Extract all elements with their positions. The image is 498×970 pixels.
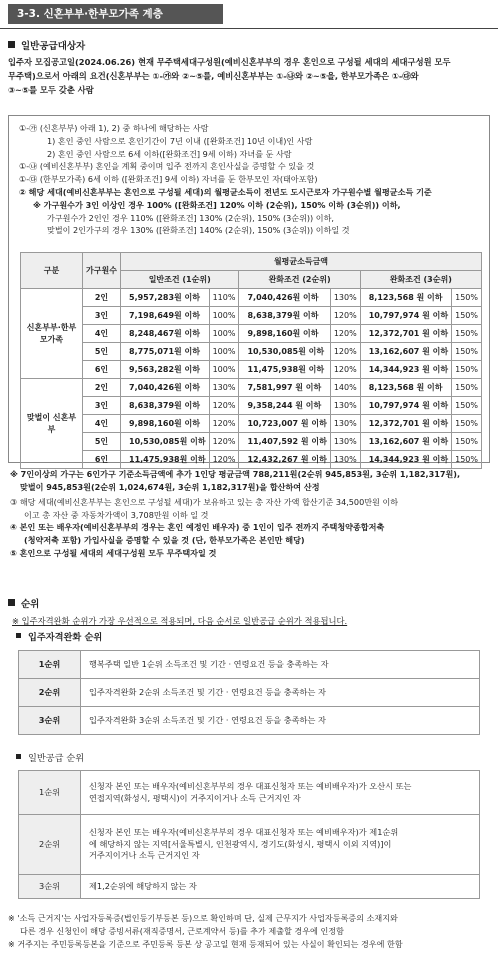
col-header-relax3: 완화조건 (3순위) [360,271,481,289]
rank-label: 3순위 [19,875,81,899]
income-group-newlyweds [21,289,482,379]
income-table-row [21,289,482,307]
rank-desc: 입주자격완화 3순위 소득조건 및 기간 · 연령요건 등을 충족하는 자 [81,707,480,735]
income-table-row [21,361,482,379]
footnotes [8,912,490,951]
household-size-cell: 3인 [83,397,121,415]
note-line: ③ 해당 세대(예비신혼부부는 혼인으로 구성될 세대)가 보유하고 있는 총 자산 가액 합산기준 34,500만원 이하 [10,497,399,508]
relax-rank-heading [16,631,102,644]
req-line: ①-㉰ (한부모가족) 6세 이하 ([완화조건] 9세 이하) 자녀를 둔 한부모인 자(태아포함) [19,174,318,185]
relax2-amount-cell: 10,530,085원 이하 [239,343,330,361]
square-bullet-icon [16,633,21,638]
household-size-cell: 5인 [83,433,121,451]
rank-desc [81,771,480,815]
group-label: 맞벌이 신혼부부 [21,379,83,469]
relax3-percent-cell: 150% [452,397,482,415]
general-amount-cell: 9,898,160원 이하 [121,415,210,433]
income-table-row [21,451,482,469]
relax2-amount-cell: 11,475,938원 이하 [239,361,330,379]
general-percent-cell: 100% [209,343,239,361]
note-line: ⑤ 혼인으로 구성될 세대의 세대구성원 모두 무주택자일 것 [10,547,217,558]
req-line: 맞벌이 2인가구의 경우 130% ([완화조건] 140% (2순위), 150% (3순위)) 이하일 것 [47,225,350,236]
relax2-amount-cell: 7,581,997 원 이하 [239,379,330,397]
household-size-cell: 3인 [83,307,121,325]
relax2-amount-cell: 7,040,426원 이하 [239,289,330,307]
relax3-percent-cell: 150% [452,361,482,379]
general-rank-heading-text: 일반공급 순위 [28,753,85,764]
general-percent-cell: 100% [209,307,239,325]
relax2-percent-cell: 120% [330,343,360,361]
relax3-amount-cell: 12,372,701 원 이하 [360,415,451,433]
relax2-amount-cell: 9,358,244 원 이하 [239,397,330,415]
note-line: ※ 7인이상의 가구는 6인가구 기준소득금액에 추가 1인당 평균금액 788,211원(2순위 945,853원, 3순위 1,182,317원), [10,469,461,479]
household-size-cell: 6인 [83,451,121,469]
rank-label: 2순위 [19,815,81,875]
rank-note: ※ 입주자격완화 순위가 가장 우선적으로 적용되며, 다음 순서로 일반공급 순위가 적용됩니다. [12,616,348,626]
general-percent-cell: 120% [209,415,239,433]
relax2-percent-cell: 130% [330,397,360,415]
col-header-group: 구분 [21,253,83,289]
general-amount-cell: 8,248,467원 이하 [121,325,210,343]
relax-rank-table [18,650,480,735]
note-line: ④ 본인 또는 배우자(예비신혼부부의 경우는 혼인 예정인 배우자) 중 1인이 입주 전까지 주택청약종합저축 [10,522,385,533]
note-line: (청약저축 포함) 가입사실을 증명할 수 있을 것 (단, 한부모가족은 본인만 해당) [24,534,305,545]
req-line: ①-㉯ (예비신혼부부) 혼인을 계획 중이며 입주 전까지 혼인사실을 증명할 수 있을 것 [19,161,315,172]
relax2-percent-cell: 120% [330,361,360,379]
col-header-relax2: 완화조건 (2순위) [239,271,360,289]
relax2-amount-cell: 9,898,160원 이하 [239,325,330,343]
footnote-line: ※ 거주지는 주민등록등본을 기준으로 주민등록 등본 상 공고일 현재 등재되어 있는 사실이 확인되는 경우에 한함 [8,939,403,949]
income-table-row [21,397,482,415]
note-line: 맞벌이 945,853원(2순위 1,024,674원, 3순위 1,182,317원)을 합산하여 산정 [20,481,320,492]
page-title: 3-3. 신혼부부·한부모가족 계층 [8,4,223,24]
relax3-amount-cell: 10,797,974 원 이하 [360,307,451,325]
relax2-percent-cell: 120% [330,307,360,325]
req-line: 1) 혼인 중인 사람으로 혼인기간이 7년 이내 ([완화조건] 10년 이내)인 사람 [47,135,313,146]
note-line: 이고 총 자산 중 자동차가액이 3,708만원 이하 일 것 [24,509,209,520]
income-table-row [21,415,482,433]
square-bullet-icon [8,41,15,48]
relax3-amount-cell: 8,123,568 원 이하 [360,379,451,397]
relax2-percent-cell: 130% [330,433,360,451]
income-table-row [21,379,482,397]
general-percent-cell: 120% [209,451,239,469]
relax2-percent-cell: 140% [330,379,360,397]
relax2-percent-cell: 120% [330,325,360,343]
income-table [20,252,482,469]
relax2-percent-cell: 130% [330,451,360,469]
footnote-line: ※ '소득 근거지'는 사업자등록증(법인등기부등본 등)으로 확인하며 단, 실제 근무지가 사업자등록증의 소재지와 [8,913,398,923]
section-heading-text: 일반공급대상자 [21,41,86,52]
income-group-dual-income [21,379,482,469]
rank-desc: 제1,2순위에 해당하지 않는 자 [81,875,480,899]
relax3-percent-cell: 150% [452,415,482,433]
relax2-amount-cell: 8,638,379원 이하 [239,307,330,325]
square-bullet-icon [8,599,15,606]
rank-desc-line: 에 해당하지 않는 지역[서울특별시, 인천광역시, 경기도(화성시, 평택시 이외 지역)]이 [89,838,392,849]
rank-desc-line: 거주지이거나 소득 근거지인 자 [89,850,200,861]
intro-paragraph [8,55,490,97]
general-amount-cell: 8,638,379원 이하 [121,397,210,415]
household-size-cell: 6인 [83,361,121,379]
req-line: ①-㉮ (신혼부부) 아래 1), 2) 중 하나에 해당하는 사람 [19,123,209,133]
footnote-line: 다른 경우 신청인이 해당 증빙서류(재직증명서, 근로계약서 등)를 추가 제출할 경우에 인정함 [20,926,344,936]
general-amount-cell: 7,040,426원 이하 [121,379,210,397]
household-size-cell: 5인 [83,343,121,361]
rank-label: 1순위 [19,651,81,679]
relax3-percent-cell: 150% [452,289,482,307]
rank-desc-line: 연접지역(화성시, 평택시)이 거주지이거나 소득 근거지인 자 [89,792,301,803]
relax2-amount-cell: 11,407,592 원 이하 [239,433,330,451]
general-rank-table [18,770,480,899]
req-line: 가구원수가 2인인 경우 110% ([완화조건] 130% (2순위), 150% (3순위)) 이하, [47,212,334,223]
general-percent-cell: 130% [209,379,239,397]
household-size-cell: 2인 [83,289,121,307]
rank-label: 3순위 [19,707,81,735]
general-percent-cell: 100% [209,325,239,343]
req-line: ※ 가구원수가 3인 이상인 경우 100% ([완화조건] 120% 이하 (2순위), 150% 이하 (3순위)) 이하, [33,199,401,210]
household-size-cell: 2인 [83,379,121,397]
general-amount-cell: 10,530,085원 이하 [121,433,210,451]
rank-desc-line: 신청자 본인 또는 배우자(예비신혼부부의 경우 대표신청자 또는 예비배우자)가 제1순위 [89,826,399,837]
rank-label: 2순위 [19,679,81,707]
rank-desc [81,815,480,875]
income-table-row [21,325,482,343]
rank-label: 1순위 [19,771,81,815]
section-heading-rank [8,598,39,612]
relax-rank-heading-text: 입주자격완화 순위 [28,632,103,643]
relax3-amount-cell: 14,344,923 원 이하 [360,451,451,469]
income-table-row [21,343,482,361]
square-bullet-icon [16,754,21,759]
relax3-amount-cell: 13,162,607 원 이하 [360,343,451,361]
general-percent-cell: 120% [209,433,239,451]
relax3-percent-cell: 150% [452,325,482,343]
general-percent-cell: 100% [209,361,239,379]
col-header-size: 가구원수 [83,253,121,289]
general-rank-heading [16,752,84,765]
col-header-general: 일반조건 (1순위) [121,271,239,289]
section-heading-general-supply [8,40,85,54]
general-percent-cell: 120% [209,397,239,415]
col-header-income: 월평균소득금액 [121,253,482,271]
relax3-amount-cell: 14,344,923 원 이하 [360,361,451,379]
income-table-row [21,433,482,451]
relax3-percent-cell: 150% [452,307,482,325]
general-amount-cell: 11,475,938원 이하 [121,451,210,469]
relax2-percent-cell: 130% [330,415,360,433]
req-line: 2) 혼인 중인 사람으로 6세 이하([완화조건] 9세 이하) 자녀를 둔 사람 [47,148,292,159]
general-amount-cell: 8,775,071원 이하 [121,343,210,361]
title-divider [0,28,498,29]
relax2-amount-cell: 12,432,267 원 이하 [239,451,330,469]
section-heading-text: 순위 [21,599,40,610]
general-amount-cell: 5,957,283원 이하 [121,289,210,307]
req-line: ② 해당 세대(예비신혼부부는 혼인으로 구성될 세대)의 월평균소득이 전년도 도시근로자 가구원수별 월평균소득 기준 [19,186,432,197]
relax3-amount-cell: 8,123,568 원 이하 [360,289,451,307]
relax3-percent-cell: 150% [452,379,482,397]
rank-desc-line: 신청자 본인 또는 배우자(예비신혼부부의 경우 대표신청자 또는 예비배우자)가 오산시 또는 [89,780,412,791]
relax3-amount-cell: 13,162,607 원 이하 [360,433,451,451]
intro-line: ③~⑤를 모두 갖춘 사람 [8,85,94,95]
intro-line: 무주택)으로서 아래의 요건(신혼부부는 ①-㉮와 ②~⑤를, 예비신혼부부는 ①-㉯와 ②~⑤을, 한부모가족은 ①-㉰와 [8,71,419,81]
rank-desc: 입주자격완화 2순위 소득조건 및 기간 · 연령요건 등을 충족하는 자 [81,679,480,707]
rank-desc: 행복주택 일반 1순위 소득조건 및 기간 · 연령요건 등을 충족하는 자 [81,651,480,679]
post-table-notes [10,468,488,559]
relax3-percent-cell: 150% [452,433,482,451]
relax2-amount-cell: 10,723,007 원 이하 [239,415,330,433]
relax3-amount-cell: 12,372,701 원 이하 [360,325,451,343]
household-size-cell: 4인 [83,415,121,433]
intro-line: 입주자 모집공고일(2024.06.26) 현재 무주택세대구성원(예비신혼부부의 경우 혼인으로 구성될 세대의 세대구성원 모두 [8,57,451,67]
relax3-percent-cell: 150% [452,343,482,361]
general-amount-cell: 7,198,649원 이하 [121,307,210,325]
general-amount-cell: 9,563,282원 이하 [121,361,210,379]
general-percent-cell: 110% [209,289,239,307]
relax2-percent-cell: 130% [330,289,360,307]
income-table-row [21,307,482,325]
household-size-cell: 4인 [83,325,121,343]
group-label: 신혼부부·한부모가족 [21,289,83,379]
relax3-amount-cell: 10,797,974 원 이하 [360,397,451,415]
relax3-percent-cell: 150% [452,451,482,469]
